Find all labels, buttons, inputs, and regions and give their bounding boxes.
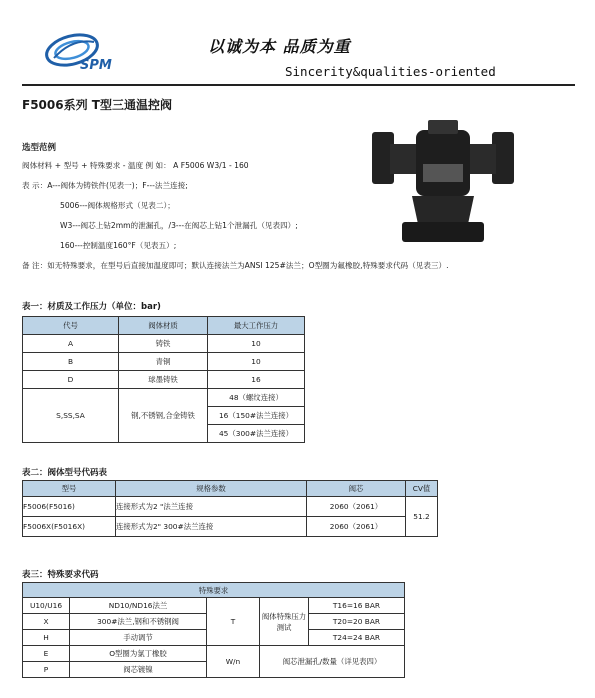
table1-cell: 10	[208, 335, 305, 353]
valve-product-image	[368, 112, 518, 252]
table3-header: 特殊要求	[23, 583, 405, 598]
table1-cell: 球墨铸铁	[119, 371, 208, 389]
model-code-table	[22, 480, 438, 537]
table3-caption: 表三：特殊要求代码	[22, 570, 99, 580]
table-row	[23, 353, 305, 371]
table3-cell: E	[23, 646, 70, 662]
table2-cell: 2060（2061）	[307, 517, 406, 537]
table3-cell: T	[207, 598, 260, 646]
table2-cell: F5006X(F5016X)	[23, 517, 116, 537]
table3-cell: T24=24 BAR	[309, 630, 405, 646]
table3-cell: ND10/ND16法兰	[70, 598, 207, 614]
table1-cell: 45（300#法兰连接）	[208, 425, 305, 443]
table1-cell: 钢,不锈钢,合金铸铁	[119, 389, 208, 443]
table1-header-material: 阀体材质	[119, 317, 208, 335]
page-title: F5006系列 T型三通温控阀	[22, 98, 172, 112]
table1-cell: A	[23, 335, 119, 353]
selection-line-5: 160---控制温度160°F（见表五）;	[60, 241, 177, 250]
table2-cell: 2060（2061）	[307, 497, 406, 517]
table-row	[23, 389, 305, 407]
table1-cell: 48（螺纹连接）	[208, 389, 305, 407]
table-row	[23, 335, 305, 353]
table2-cell: 连接形式为2" 300#法兰连接	[116, 517, 307, 537]
special-requirements-table	[22, 582, 405, 678]
table1-header-pressure: 最大工作压力	[208, 317, 305, 335]
table3-cell: T16=16 BAR	[309, 598, 405, 614]
table3-cell: 阀体特殊压力测试	[260, 598, 309, 646]
table1-cell: 16	[208, 371, 305, 389]
table3-cell: P	[23, 662, 70, 678]
table-row	[23, 371, 305, 389]
selection-note: 备 注：如无特殊要求，在型号后直接加温度即可；默认连接法兰为ANSI 125#法兰；O型圈为氟橡胶,特殊要求代码（见表三）.	[22, 261, 449, 270]
table1-cell: S,SS,SA	[23, 389, 119, 443]
header-divider	[22, 84, 575, 86]
selection-heading: 选型范例	[22, 143, 57, 153]
table2-header-model: 型号	[23, 481, 116, 497]
table2-header-spec: 规格参数	[116, 481, 307, 497]
table3-cell: 阀芯泄漏孔/数量（详见表四）	[260, 646, 405, 678]
table3-cell: O型圈为氯丁橡胶	[70, 646, 207, 662]
brand-name: SPM	[80, 58, 112, 73]
table2-cell: F5006(F5016)	[23, 497, 116, 517]
table-row	[23, 646, 405, 662]
table1-cell: 青铜	[119, 353, 208, 371]
table3-cell: 阀芯镀镍	[70, 662, 207, 678]
table3-cell: X	[23, 614, 70, 630]
table3-cell: H	[23, 630, 70, 646]
selection-line-4: W3---阀芯上钻2mm的泄漏孔，/3---在阀芯上钻1个泄漏孔（见表四）;	[60, 221, 298, 230]
selection-line-2: 表 示：A---阀体为铸铁件(见表一)；F---法兰连接;	[22, 181, 188, 190]
table3-cell: 手动调节	[70, 630, 207, 646]
table2-header-core: 阀芯	[307, 481, 406, 497]
table2-cv-cell: 51.2	[406, 497, 438, 537]
slogan-chinese: 以诚为本 品质为重	[208, 37, 351, 56]
table-row	[23, 497, 438, 517]
table2-header-cv: CV值	[406, 481, 438, 497]
table1-cell: 铸铁	[119, 335, 208, 353]
table1-cell: 16（150#法兰连接）	[208, 407, 305, 425]
table-row	[23, 598, 405, 614]
material-pressure-table	[22, 316, 305, 443]
table1-cell: 10	[208, 353, 305, 371]
table1-cell: B	[23, 353, 119, 371]
table3-cell: T20=20 BAR	[309, 614, 405, 630]
selection-example-line: 阀体材料 + 型号 + 特殊要求 - 温度 例 如： A F5006 W3/1 - 160	[22, 161, 249, 170]
table2-cell: 连接形式为2 "法兰连接	[116, 497, 307, 517]
table1-caption: 表一：材质及工作压力（单位：bar)	[22, 302, 161, 312]
table-row	[23, 517, 438, 537]
selection-line-3: 5006---阀体规格形式（见表二）；	[60, 201, 175, 210]
table3-cell: U10/U16	[23, 598, 70, 614]
table1-cell: D	[23, 371, 119, 389]
table2-caption: 表二：阀体型号代码表	[22, 468, 108, 478]
table1-header-code: 代号	[23, 317, 119, 335]
slogan-english: Sincerity&qualities-oriented	[285, 64, 496, 79]
table3-cell: 300#法兰,钢和不锈钢阀	[70, 614, 207, 630]
table3-cell: W/n	[207, 646, 260, 678]
